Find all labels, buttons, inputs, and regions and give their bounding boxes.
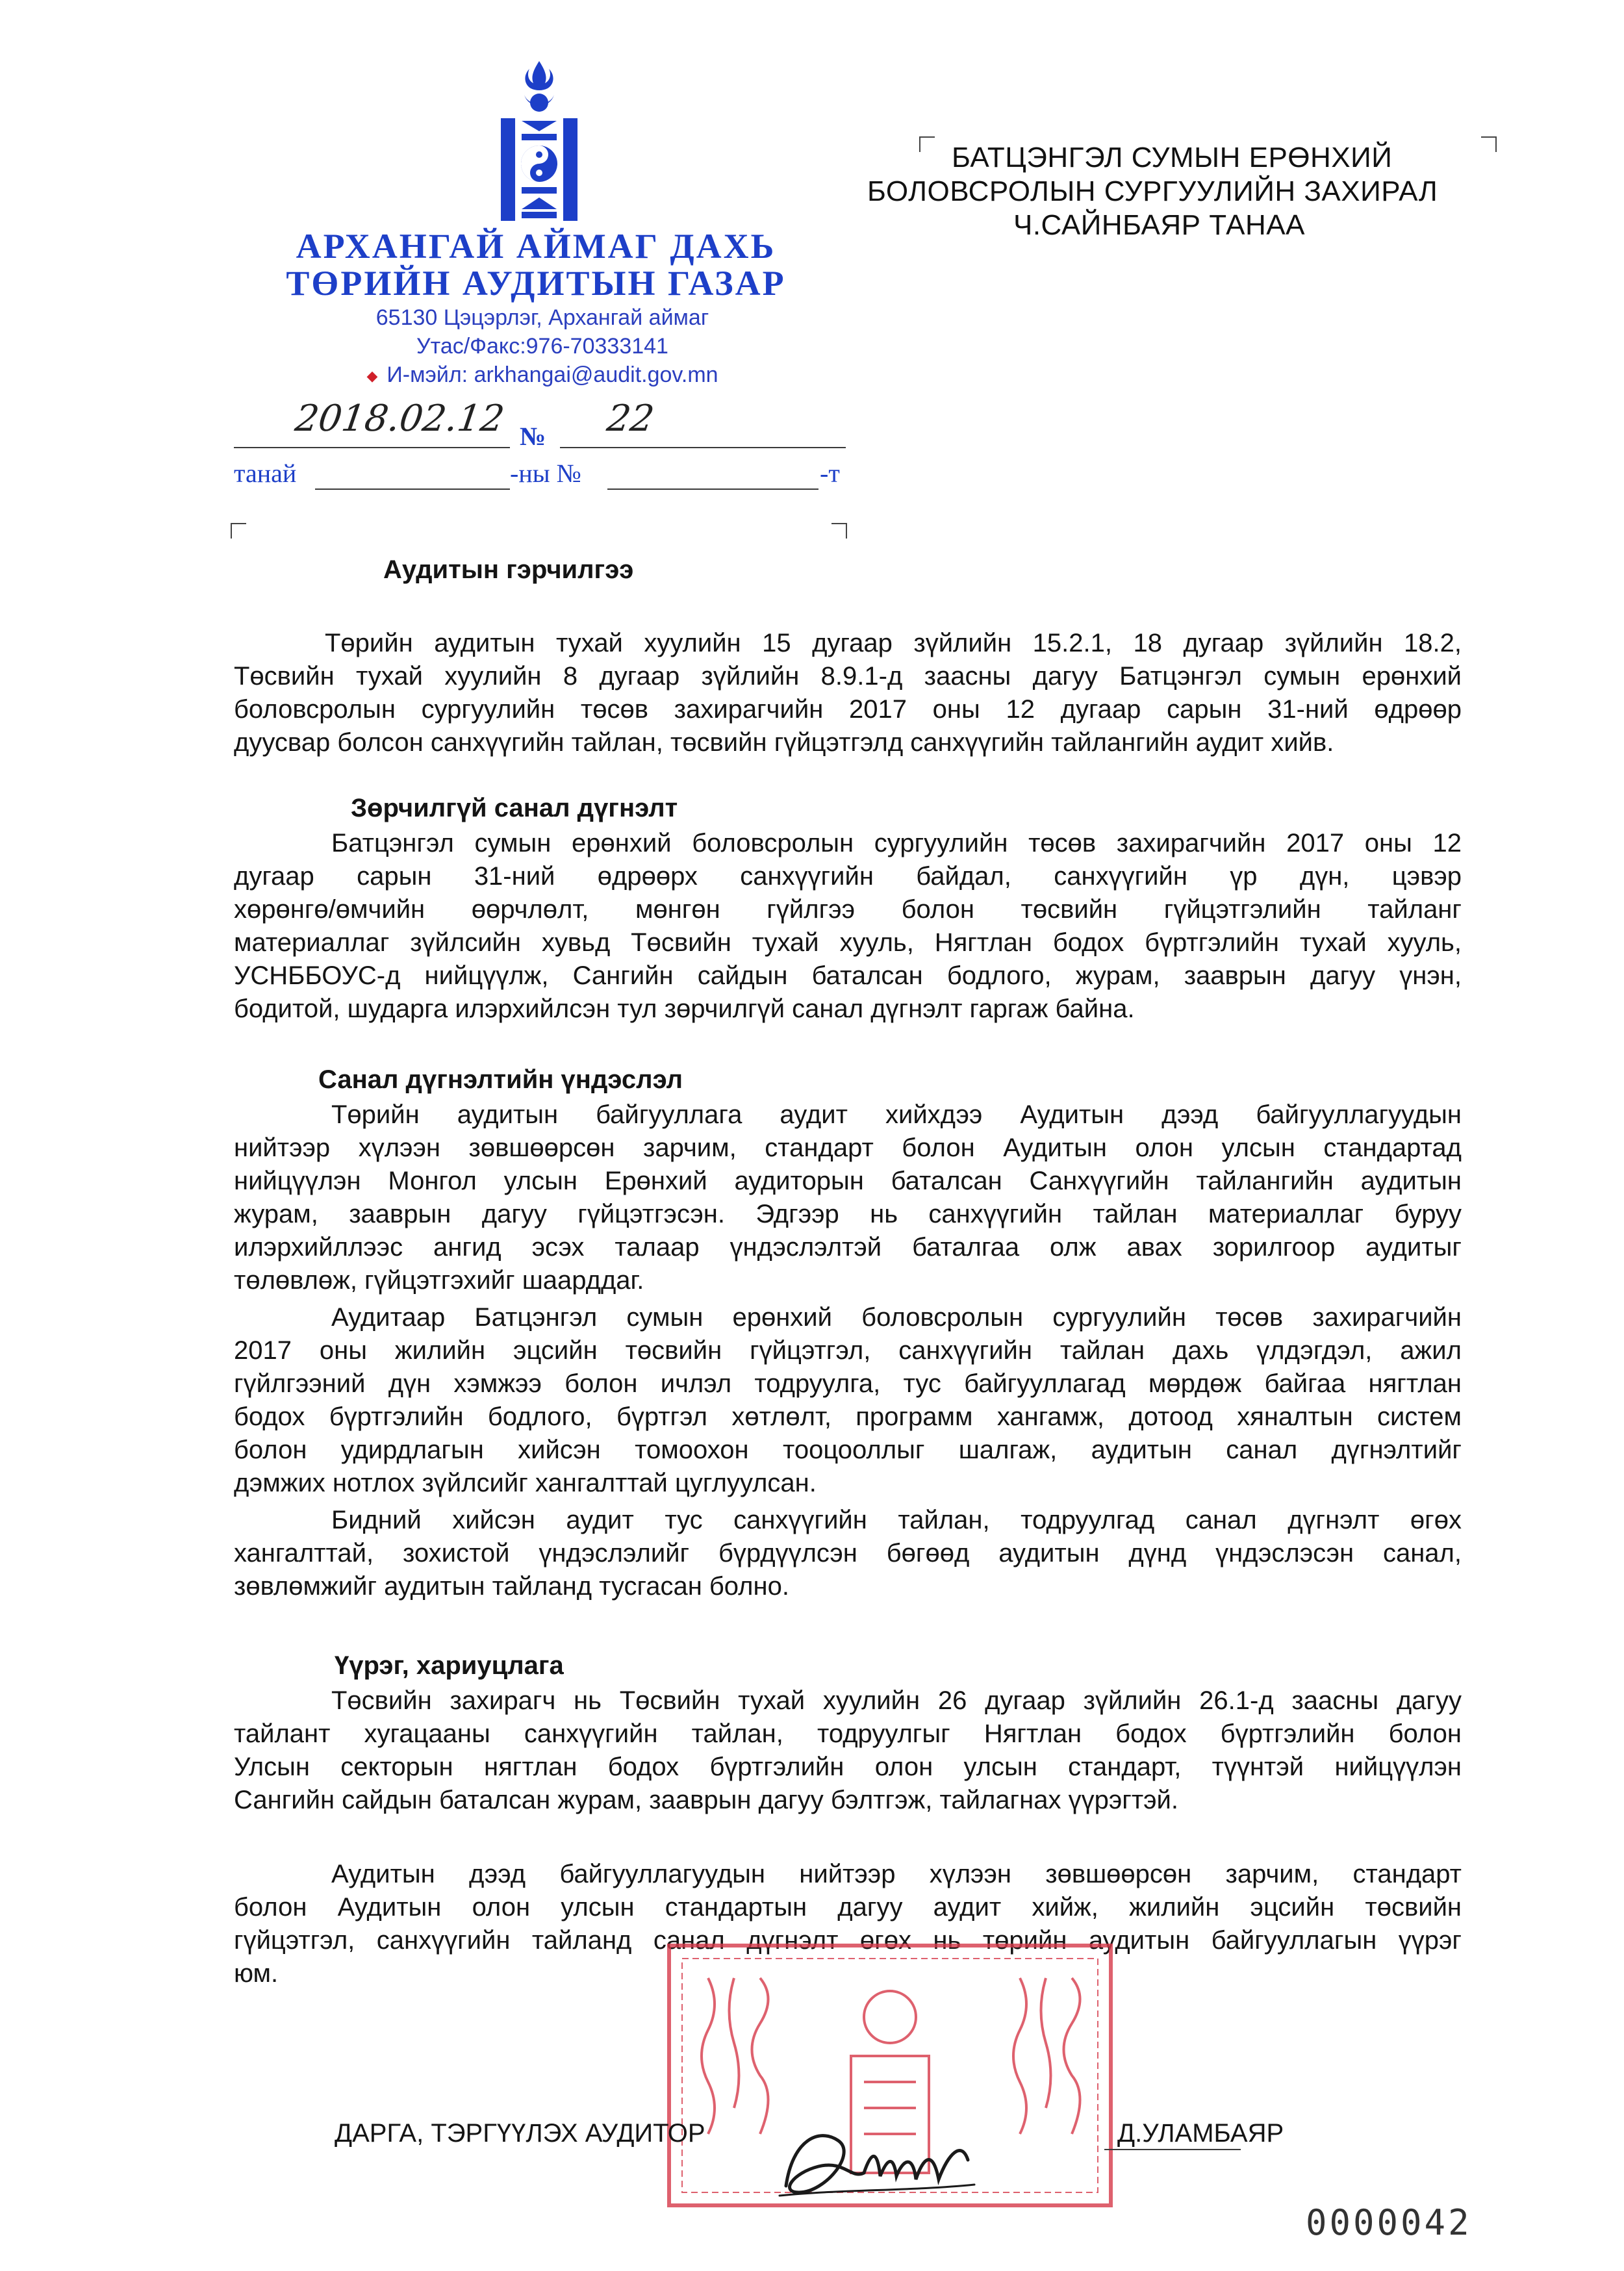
section-heading-basis: Санал дүгнэлтийн үндэслэл [318,1065,683,1094]
number-label: № [520,422,546,451]
reply-number-underline [607,488,818,490]
text-line: материаллаг зүйлсийн хувьд Төсвийн тухай хууль, Нягтлан бодох бүртгэлийн тухай хууль, [234,928,1462,957]
text-line: 2017 оны жилийн эцсийн төсвийн гүйцэтгэл, санхүүгийн тайлан дахь үлдэгдэл, ажил [234,1336,1462,1365]
text-line: журам, зааврын дагуу гүйцэтгэсэн. Эдгээр нь санхүүгийн тайлан материаллаг буруу [234,1200,1462,1228]
text-line: хангалттай, зохистой үндэслэлийг бүрдүүлсэн бөгөөд аудитын дүнд үндэслэсэн санал, [234,1539,1462,1567]
bullet-icon: ◆ [366,368,378,385]
text-line: Төсвийн захирагч нь Төсвийн тухай хуулийн 26 дугаар зүйлийн 26.1-д заасны дагуу [331,1686,1462,1715]
org-address: 65130 Цэцэрлэг, Архангай аймаг [375,305,709,330]
basis-paragraph-2 [234,1301,1462,1500]
reply-middle: -ны № [510,459,581,488]
handwritten-number: 22 [604,398,657,440]
section-heading-opinion: Зөрчилгүй санал дүгнэлт [351,794,678,822]
text-line: гүйлгээний дүн хэмжээ болон ичлэл тодруулга, тус байгууллагад мөрдөж байгаа нягтлан [234,1369,1462,1398]
responsibility-paragraph-1 [234,1684,1462,1817]
text-line: бодитой, шударга илэрхийлсэн тул зөрчилгүй санал дүгнэлт гаргаж байна. [234,995,1135,1023]
org-email: И-мэйл: arkhangai@audit.gov.mn [387,362,718,387]
text-line: Төрийн аудитын байгууллага аудит хийхдээ Аудитын дээд байгууллагуудын [331,1100,1462,1129]
text-line: УСНББОУС-д нийцүүлж, Сангийн сайдын баталсан бодлого, журам, зааврын дагуу үнэн, [234,961,1462,990]
handwritten-signature-icon [767,2114,981,2212]
text-line: боловсролын сургуулийн төсөв захирагчийн 2017 оны 12 дугаар сарын 31-ний өдрөөр [234,695,1462,724]
text-line: хөрөнгө/өмчийн өөрчлөлт, мөнгөн гүйлгээ болон төсвийн гүйцэтгэлийн тайланг [234,895,1462,924]
serial-number: 0000042 [1306,2202,1472,2243]
signatory-name: Д.УЛАМБАЯР [1117,2119,1284,2148]
text-line: илэрхийллээс ангид эсэх талаар үндэслэлтэй баталгаа олж авах зорилгоор аудитыг [234,1233,1462,1262]
handwritten-date: 2018.02.12 [292,398,507,440]
addressee-line3: Ч.САЙНБАЯР ТАНАА [1013,209,1305,241]
text-line: болон удирдлагын хийсэн томоохон тооцооллыг шалгаж, аудитын санал дүгнэлтийг [234,1436,1462,1464]
document-title: Аудитын гэрчилгээ [383,555,634,584]
text-line: Улсын секторын нягтлан бодох бүртгэлийн олон улсын стандарт, түүнтэй нийцүүлэн [234,1753,1462,1781]
text-line: Аудитын дээд байгууллагуудын нийтээр хүлээн зөвшөөрсөн зарчим, стандарт [331,1860,1462,1888]
text-line: болон Аудитын олон улсын стандартын дагуу аудит хийж, жилийн эцсийн төсвийн [234,1893,1462,1922]
signatory-underline [1104,2149,1241,2150]
subject-corner-tr [831,523,847,539]
text-line: дугаар сарын 31-ний өдрөөрх санхүүгийн байдал, санхүүгийн үр дүн, цэвэр [234,862,1462,891]
address-corner-tr [1481,136,1497,152]
section-heading-responsibility: Үүрэг, хариуцлага [335,1651,564,1680]
text-line: юм. [234,1959,279,1988]
text-line: Төрийн аудитын тухай хуулийн 15 дугаар зүйлийн 15.2.1, 18 дугаар зүйлийн 18.2, [325,629,1462,657]
text-line: Аудитаар Батцэнгэл сумын ерөнхий боловсролын сургуулийн төсөв захирагчийн [331,1303,1462,1332]
org-phone: Утас/Факс:976-70333141 [416,334,668,359]
text-line: Бидний хийсэн аудит тус санхүүгийн тайлан, тодруулгад санал дүгнэлт өгөх [331,1506,1462,1534]
soyombo-emblem-icon [490,58,588,227]
opinion-paragraph [234,827,1462,1026]
text-line: Батцэнгэл сумын ерөнхий боловсролын сургуулийн төсөв захирагчийн 2017 оны 12 [331,829,1462,857]
text-line: нийцүүлэн Монгол улсын Ерөнхий аудиторын баталсан Санхүүгийн тайлангийн аудитын [234,1167,1462,1195]
org-name-line2: ТӨРИЙН АУДИТЫН ГАЗАР [286,264,786,303]
text-line: Сангийн сайдын баталсан журам, зааврын дагуу бэлтгэж, тайлагнах үүрэгтэй. [234,1786,1179,1814]
addressee-line2: БОЛОВСРОЛЫН СУРГУУЛИЙН ЗАХИРАЛ [867,175,1438,207]
addressee-line1: БАТЦЭНГЭЛ СУМЫН ЕРӨНХИЙ [952,142,1393,173]
address-corner-tl [919,136,935,152]
text-line: Төсвийн тухай хуулийн 8 дугаар зүйлийн 8.9.1-д заасны дагуу Батцэнгэл сумын ерөнхий [234,662,1462,691]
signatory-position: ДАРГА, ТЭРГҮҮЛЭХ АУДИТОР [335,2119,705,2148]
org-name-line1: АРХАНГАЙ АЙМАГ ДАХЬ [296,227,776,266]
subject-corner-tl [231,523,246,539]
text-line: бодох бүртгэлийн бодлого, бүртгэл хөтлөлт, программ хангамж, дотоод хяналтын систем [234,1402,1462,1431]
reply-suffix: -т [820,459,840,488]
reply-prefix: танай [234,459,297,488]
text-line: тайлант хугацааны санхүүгийн тайлан, тодруулгыг Нягтлан бодох бүртгэлийн болон [234,1719,1462,1748]
text-line: гүйцэтгэл, санхүүгийн тайланд санал дүгнэлт өгөх нь төрийн аудитын байгууллагын үүрэг [234,1926,1462,1955]
org-email-row [234,362,851,388]
text-line: нийтээр хүлээн зөвшөөрсөн зарчим, стандарт болон Аудитын олон улсын стандартад [234,1134,1462,1162]
date-underline [234,447,510,448]
text-line: дуусвар болсон санхүүгийн тайлан, төсвийн гүйцэтгэлд санхүүгийн тайлангийн аудит хийв. [234,728,1334,757]
text-line: зөвлөмжийг аудитын тайланд тусгасан болно. [234,1572,789,1601]
reply-date-underline [315,488,510,490]
basis-paragraph-3 [234,1504,1462,1603]
number-underline [560,447,846,448]
text-line: дэмжих нотлох зүйлсийг хангалттай цуглуулсан. [234,1469,817,1497]
basis-paragraph-1 [234,1098,1462,1297]
intro-paragraph [234,627,1462,759]
text-line: төлөвлөж, гүйцэтгэхийг шаарддаг. [234,1266,644,1295]
